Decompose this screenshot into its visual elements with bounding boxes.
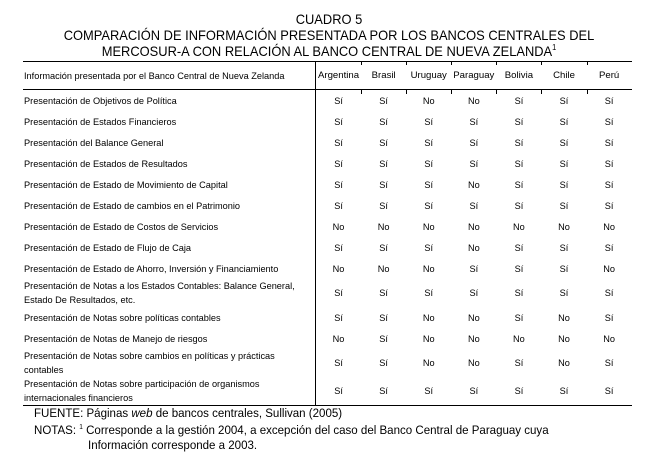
row-label: Presentación de Notas de Manejo de riesgos	[23, 328, 316, 349]
column-header: Bolivia	[496, 62, 541, 89]
table-row	[23, 377, 632, 405]
value-cell: Sí	[334, 200, 343, 211]
row-label: Presentación de Notas sobre políticas contables	[23, 307, 316, 328]
value-cell: Sí	[334, 358, 343, 368]
note-mark: 1	[79, 424, 83, 431]
value-cell: No	[467, 179, 480, 190]
row-label: Presentación de Estados Financieros	[23, 111, 316, 132]
table-body	[23, 90, 632, 405]
note-text-1: Corresponde a la gestión 2004, a excepción del caso del Banco Central de Paraguay cuya	[86, 423, 549, 437]
value-cell: Sí	[469, 263, 479, 274]
source-prefix: FUENTE: Páginas	[34, 406, 132, 420]
value-cell: Sí	[424, 200, 434, 211]
value-cell: Sí	[379, 158, 388, 169]
source-suffix: de bancos centrales, Sullivan (2005)	[152, 406, 343, 420]
table-row	[23, 174, 632, 195]
table-row	[23, 132, 632, 153]
value-cell: Sí	[496, 90, 541, 111]
table-row	[23, 279, 632, 307]
source-italic: web	[131, 406, 153, 420]
value-cell: Sí	[424, 158, 434, 169]
value-cell: Sí	[334, 312, 343, 323]
row-label: Presentación de Estados de Resultados	[23, 153, 316, 174]
value-cell: Sí	[469, 158, 479, 169]
value-cell: Sí	[424, 137, 434, 148]
value-cell: Sí	[559, 242, 569, 253]
title-footnote-mark: 1	[552, 43, 557, 52]
value-cell: Sí	[514, 137, 524, 148]
value-cell: Sí	[334, 116, 343, 127]
comparison-table	[23, 61, 632, 406]
value-cell: Sí	[379, 312, 388, 323]
column-header: Chile	[541, 62, 586, 89]
row-label: Presentación de Notas sobre participación de organismos internacionales financieros	[23, 377, 316, 405]
value-cell: No	[558, 221, 570, 232]
value-cell: Sí	[514, 179, 524, 190]
table-title-line-1: COMPARACIÓN DE INFORMACIÓN PRESENTADA POR LOS BANCOS CENTRALES DEL	[63, 27, 595, 43]
value-cell: No	[377, 221, 390, 232]
value-cell: No	[603, 263, 615, 274]
value-cell: Sí	[514, 386, 524, 396]
value-cell: Sí	[514, 312, 524, 323]
value-cell: Sí	[424, 179, 434, 190]
value-cell: Sí	[604, 179, 614, 190]
value-cell: Sí	[604, 137, 614, 148]
table-header-row	[23, 62, 632, 90]
table-title-text: MERCOSUR-A CON RELACIÓN AL BANCO CENTRAL DE NUEVA ZELANDA	[101, 43, 553, 59]
row-label: Presentación de Estado de Flujo de Caja	[23, 237, 316, 258]
table-row	[23, 153, 632, 174]
value-cell: No	[406, 90, 451, 111]
value-cell: Sí	[604, 358, 614, 368]
value-cell: No	[467, 333, 480, 344]
value-cell: Sí	[469, 137, 479, 148]
value-cell: Sí	[604, 288, 614, 298]
table-row	[23, 216, 632, 237]
value-cell: No	[467, 221, 480, 232]
notes-line-1	[34, 423, 549, 438]
value-cell: Sí	[559, 158, 569, 169]
value-cell: Sí	[469, 116, 479, 127]
value-cell: No	[558, 312, 570, 323]
value-cell: Sí	[604, 200, 614, 211]
value-cell: Sí	[604, 242, 614, 253]
value-cell: No	[422, 358, 435, 368]
column-header: Brasil	[361, 62, 406, 89]
value-cell: No	[603, 221, 615, 232]
value-cell: Sí	[604, 386, 614, 396]
value-cell: Sí	[514, 158, 524, 169]
value-cell: Sí	[379, 137, 388, 148]
value-cell: No	[422, 333, 435, 344]
value-cell: Sí	[469, 200, 479, 211]
note-text-2: Información corresponde a 2003.	[88, 438, 258, 452]
notes-label: NOTAS:	[34, 423, 80, 437]
value-cell: No	[422, 312, 435, 323]
row-label: Presentación de Notas sobre cambios en políticas y prácticas contables	[23, 349, 316, 377]
value-cell: Sí	[559, 116, 569, 127]
value-cell: No	[513, 221, 525, 232]
value-cell: Sí	[514, 242, 524, 253]
value-cell: Sí	[334, 137, 343, 148]
value-cell: No	[451, 90, 496, 111]
value-cell: No	[558, 333, 570, 344]
value-cell: Sí	[424, 288, 434, 298]
value-cell: Sí	[514, 263, 524, 274]
value-cell: No	[332, 333, 345, 344]
value-cell: Sí	[541, 90, 586, 111]
table-row	[23, 195, 632, 216]
value-cell: No	[467, 312, 480, 323]
row-label: Presentación de Objetivos de Política	[23, 90, 316, 111]
value-cell: No	[467, 358, 480, 368]
value-cell: Sí	[559, 179, 569, 190]
value-cell: Sí	[559, 200, 569, 211]
value-cell: Sí	[379, 288, 388, 298]
table-row	[23, 237, 632, 258]
value-cell: Sí	[559, 263, 569, 274]
row-label: Presentación de Notas a los Estados Contables: Balance General, Estado De Resultados, etc.	[23, 279, 316, 307]
table-row	[23, 111, 632, 132]
row-label: Presentación del Balance General	[23, 132, 316, 153]
value-cell: Sí	[514, 358, 524, 368]
column-header: Argentina	[318, 70, 360, 81]
value-cell: Sí	[469, 288, 479, 298]
value-cell: No	[422, 221, 435, 232]
value-cell: Sí	[334, 158, 343, 169]
table-row	[23, 90, 632, 111]
value-cell: Sí	[424, 242, 434, 253]
value-cell: Sí	[379, 179, 388, 190]
value-cell: Sí	[604, 116, 614, 127]
row-label: Presentación de Estado de cambios en el Patrimonio	[23, 195, 316, 216]
row-label: Presentación de Estado de Movimiento de Capital	[23, 174, 316, 195]
value-cell: Sí	[514, 116, 524, 127]
column-header: Perú	[587, 62, 632, 89]
value-cell: Sí	[334, 179, 343, 190]
table-number: CUADRO 5	[295, 11, 363, 27]
row-label: Presentación de Estado de Ahorro, Inversión y Financiamiento	[23, 258, 316, 279]
value-cell: No	[513, 333, 525, 344]
value-cell: Sí	[424, 116, 434, 127]
value-cell: Sí	[469, 386, 479, 396]
header-label: Información presentada por el Banco Central de Nueva Zelanda	[23, 62, 316, 89]
table-row	[23, 258, 632, 279]
value-cell: Sí	[514, 288, 524, 298]
table-title-line-2	[26, 43, 631, 59]
value-cell: Sí	[379, 333, 388, 344]
table-row	[23, 328, 632, 349]
value-cell: Sí	[559, 386, 569, 396]
value-cell: Sí	[587, 90, 632, 111]
source-note	[34, 406, 342, 421]
value-cell: Sí	[379, 116, 388, 127]
row-label: Presentación de Estado de Costos de Servicios	[23, 216, 316, 237]
value-cell: Sí	[379, 358, 388, 368]
value-cell: Sí	[559, 137, 569, 148]
value-cell: No	[558, 358, 570, 368]
value-cell: Sí	[424, 386, 434, 396]
value-cell: Sí	[604, 158, 614, 169]
value-cell: No	[332, 263, 345, 274]
value-cell: Sí	[334, 288, 343, 298]
value-cell: Sí	[514, 200, 524, 211]
value-cell: Sí	[379, 242, 388, 253]
value-cell: Sí	[559, 288, 569, 298]
column-header: Paraguay	[451, 62, 496, 89]
table-row	[23, 307, 632, 328]
value-cell: No	[377, 263, 390, 274]
value-cell: No	[422, 263, 435, 274]
value-cell: Sí	[379, 200, 388, 211]
column-header: Uruguay	[406, 62, 451, 89]
value-cell: Sí	[379, 386, 388, 396]
value-cell: No	[332, 221, 345, 232]
value-cell: Sí	[334, 386, 343, 396]
table-row	[23, 349, 632, 377]
value-cell: Sí	[334, 242, 343, 253]
value-cell: No	[467, 242, 480, 253]
value-cell: Sí	[334, 95, 343, 106]
value-cell: Sí	[604, 312, 614, 323]
value-cell: Sí	[361, 90, 406, 111]
value-cell: No	[603, 333, 615, 344]
